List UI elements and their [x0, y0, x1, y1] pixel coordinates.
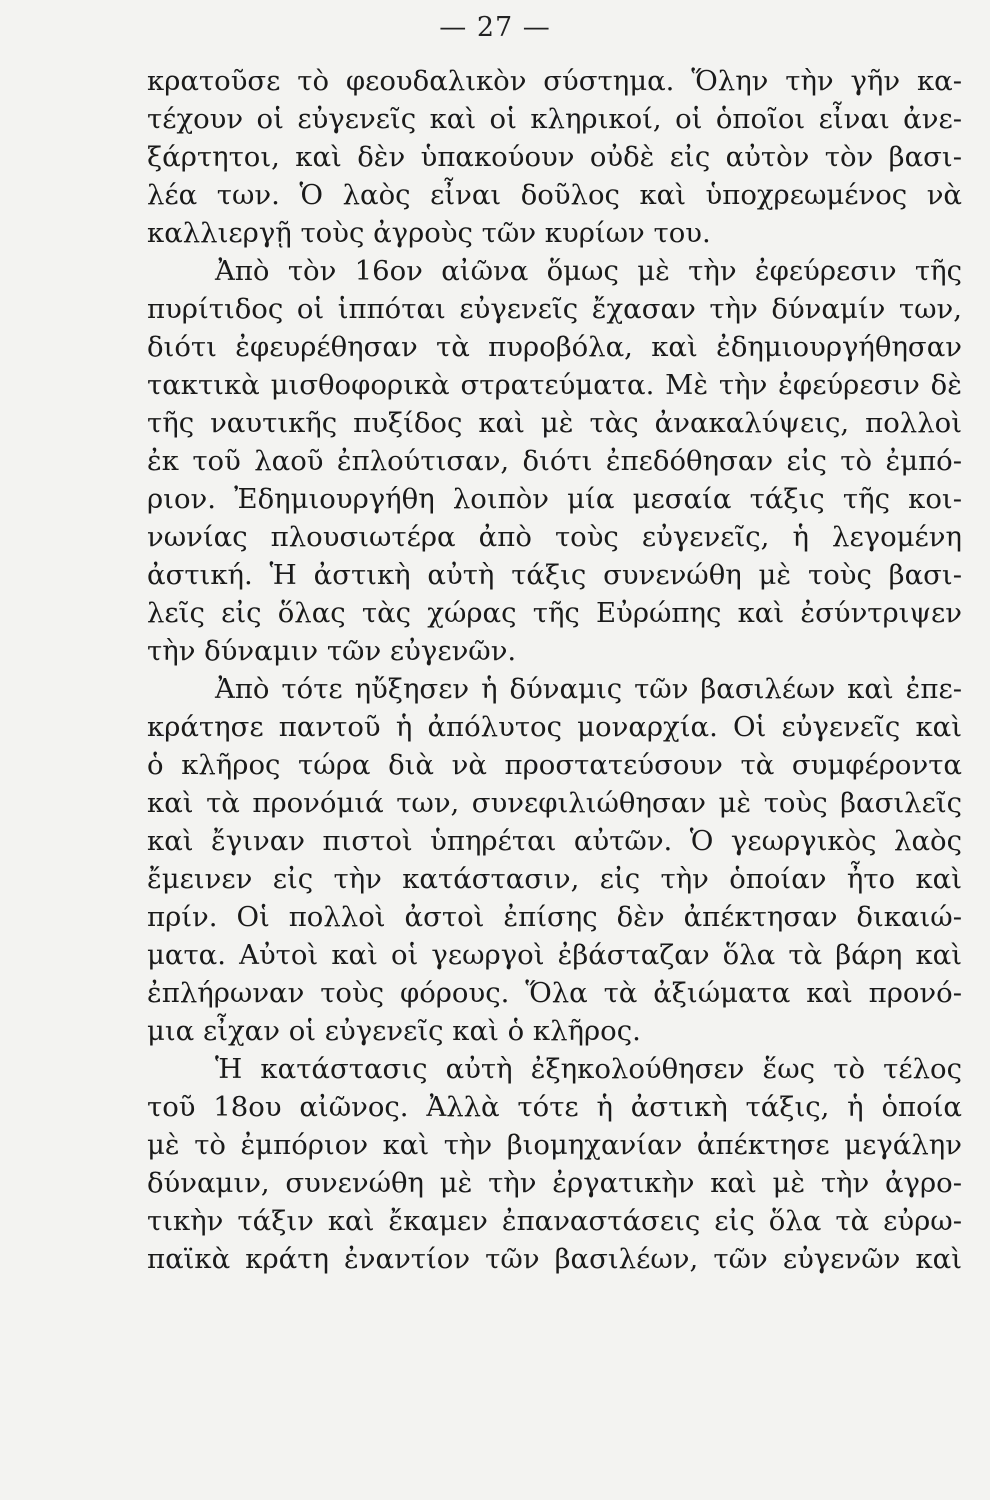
text-line: τὴν δύναμιν τῶν εὐγενῶν.: [147, 635, 517, 667]
text-line: ματα. Αὐτοὶ καὶ οἱ γεωργοὶ ἐβάσταζαν ὅλα τὰ βάρη καὶ: [147, 939, 962, 971]
text-line: πρίν. Οἱ πολλοὶ ἀστοὶ ἐπίσης δὲν ἀπέκτησαν δικαιώ-: [147, 901, 962, 933]
text-line: παϊκὰ κράτη ἐναντίον τῶν βασιλέων, τῶν εὐγενῶν καὶ: [147, 1243, 962, 1275]
text-line: τακτικὰ μισθοφορικὰ στρατεύματα. Μὲ τὴν ἐφεύρεσιν δὲ: [147, 369, 962, 401]
text-line: μὲ τὸ ἐμπόριον καὶ τὴν βιομηχανίαν ἀπέκτησε μεγάλην: [147, 1129, 962, 1161]
text-line: λέα των. Ὁ λαὸς εἶναι δοῦλος καὶ ὑποχρεωμένος νὰ: [147, 179, 962, 211]
text-line: δύναμιν, συνενώθη μὲ τὴν ἐργατικὴν καὶ μὲ τὴν ἀγρο-: [147, 1167, 962, 1199]
text-line: διότι ἐφευρέθησαν τὰ πυροβόλα, καὶ ἐδημιουργήθησαν: [147, 331, 962, 363]
text-line: Ἀπὸ τὸν 16ον αἰῶνα ὅμως μὲ τὴν ἐφεύρεσιν τῆς: [215, 255, 962, 287]
text-line: ξάρτητοι, καὶ δὲν ὑπακούουν οὐδὲ εἰς αὐτὸν τὸν βασι-: [147, 141, 962, 173]
text-line: κράτησε παντοῦ ἡ ἀπόλυτος μοναρχία. Οἱ εὐγενεῖς καὶ: [147, 711, 962, 743]
body-text: [147, 62, 962, 1278]
text-line: τικὴν τάξιν καὶ ἔκαμεν ἐπαναστάσεις εἰς ὅλα τὰ εὐρω-: [147, 1205, 962, 1237]
text-line: ἔμεινεν εἰς τὴν κατάστασιν, εἰς τὴν ὁποίαν ἦτο καὶ: [147, 863, 962, 895]
text-line: Ἡ κατάστασις αὐτὴ ἐξηκολούθησεν ἕως τὸ τέλος: [215, 1053, 962, 1085]
text-line: καλλιεργῇ τοὺς ἀγροὺς τῶν κυρίων του.: [147, 217, 711, 249]
text-line: λεῖς εἰς ὅλας τὰς χώρας τῆς Εὐρώπης καὶ ἐσύντριψεν: [147, 597, 962, 629]
text-line: μια εἶχαν οἱ εὐγενεῖς καὶ ὁ κλῆρος.: [147, 1015, 641, 1047]
text-line: καὶ τὰ προνόμιά των, συνεφιλιώθησαν μὲ τοὺς βασιλεῖς: [147, 787, 962, 819]
text-line: Ἀπὸ τότε ηὔξησεν ἡ δύναμις τῶν βασιλέων καὶ ἐπε-: [215, 673, 962, 705]
text-line: πυρίτιδος οἱ ἱππόται εὐγενεῖς ἔχασαν τὴν δύναμίν των,: [147, 293, 962, 325]
text-line: ριον. Ἐδημιουργήθη λοιπὸν μία μεσαία τάξις τῆς κοι-: [147, 483, 962, 515]
text-line: τοῦ 18ου αἰῶνος. Ἀλλὰ τότε ἡ ἀστικὴ τάξις, ἡ ὁποία: [147, 1091, 962, 1123]
text-line: τῆς ναυτικῆς πυξίδος καὶ μὲ τὰς ἀνακαλύψεις, πολλοὶ: [147, 407, 962, 439]
text-line: νωνίας πλουσιωτέρα ἀπὸ τοὺς εὐγενεῖς, ἡ λεγομένη: [147, 521, 962, 553]
text-line: ἐκ τοῦ λαοῦ ἐπλούτισαν, διότι ἐπεδόθησαν εἰς τὸ ἐμπό-: [147, 445, 962, 477]
text-line: κρατοῦσε τὸ φεουδαλικὸν σύστημα. Ὅλην τὴν γῆν κα-: [147, 65, 962, 97]
page-number: — 27 —: [439, 12, 551, 43]
text-line: ἀστική. Ἡ ἀστικὴ αὐτὴ τάξις συνενώθη μὲ τοὺς βασι-: [147, 559, 962, 591]
text-line: ὁ κλῆρος τώρα διὰ νὰ προστατεύσουν τὰ συμφέροντα: [147, 749, 962, 781]
text-line: ἐπλήρωναν τοὺς φόρους. Ὅλα τὰ ἀξιώματα καὶ προνό-: [147, 977, 962, 1009]
text-line: τέχουν οἱ εὐγενεῖς καὶ οἱ κληρικοί, οἱ ὁποῖοι εἶναι ἀνε-: [147, 103, 962, 135]
text-line: καὶ ἔγιναν πιστοὶ ὑπηρέται αὐτῶν. Ὁ γεωργικὸς λαὸς: [147, 825, 962, 857]
